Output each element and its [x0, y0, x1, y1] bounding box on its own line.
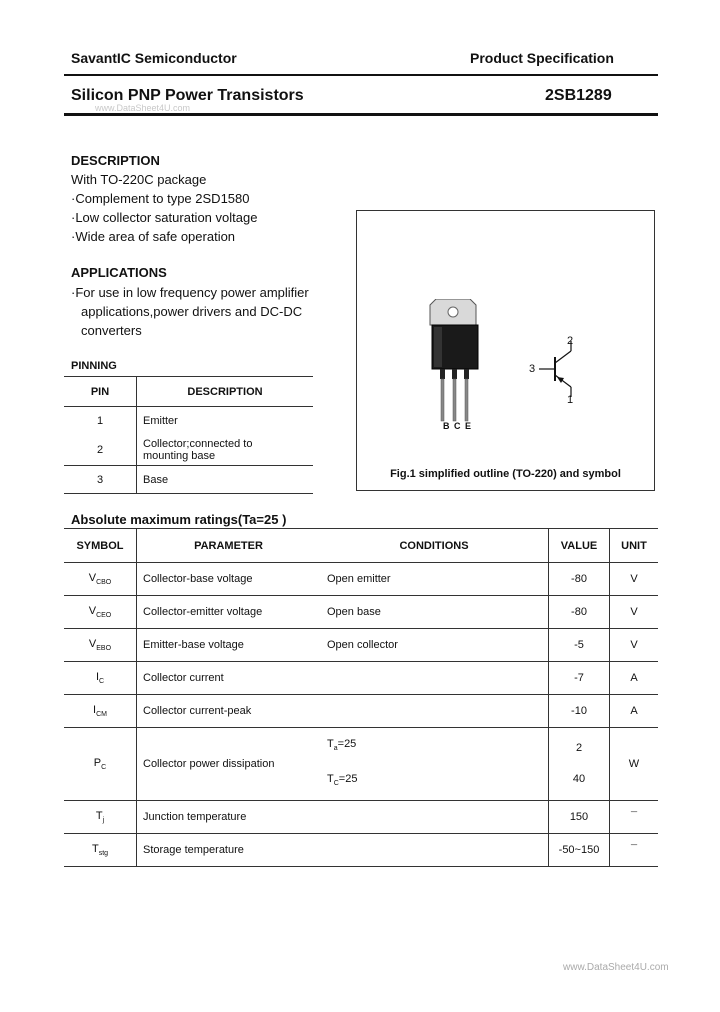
table-row	[64, 563, 658, 596]
conditions-cell	[321, 662, 549, 695]
unit-cell: V	[610, 629, 659, 662]
value-cell: -10	[549, 695, 610, 728]
table-row	[64, 834, 658, 867]
condition-line: $T_C=25$	[327, 773, 358, 788]
conditions-cell	[321, 728, 549, 801]
ratings-title: Absolute maximum ratings(Ta=25 )	[71, 512, 287, 527]
pin-description: Emitter	[143, 415, 178, 428]
conditions-cell: Open emitter	[321, 563, 549, 596]
unit-cell: W	[610, 728, 659, 801]
header-rule-bottom	[64, 113, 658, 116]
symbol-cell: $P_C$	[64, 728, 137, 801]
parameter-cell: Collector current	[137, 662, 322, 695]
symbol-cell: $I_C$	[64, 662, 137, 695]
pin-description: Base	[137, 466, 314, 494]
unit-cell: A	[610, 662, 659, 695]
pinning-title: PINNING	[71, 360, 117, 372]
parameter-cell: Collector-emitter voltage	[137, 596, 322, 629]
watermark-top: www.DataSheet4U.com	[95, 103, 191, 113]
footer-watermark: www.DataSheet4U.com	[563, 962, 669, 973]
value-line: 40	[572, 773, 586, 786]
pin-number: 3	[64, 466, 137, 494]
symbol-header: SYMBOL	[64, 529, 137, 563]
unit-cell: V	[610, 596, 659, 629]
conditions-cell: Open collector	[321, 629, 549, 662]
product-line: Silicon PNP Power Transistors	[71, 87, 304, 104]
company-name: SavantIC Semiconductor	[71, 50, 237, 66]
applications-title: APPLICATIONS	[71, 265, 167, 280]
pinning-header-row	[64, 377, 313, 407]
value-cell: -50~150	[549, 834, 610, 867]
applications-line: converters	[81, 323, 142, 338]
applications-list	[71, 283, 309, 340]
table-row	[64, 466, 313, 494]
figure-box	[356, 210, 655, 491]
value-cell: -5	[549, 629, 610, 662]
conditions-cell: Open base	[321, 596, 549, 629]
table-row	[64, 695, 658, 728]
unit-cell: ¯	[610, 801, 659, 834]
value-cell: -80	[549, 563, 610, 596]
figure-caption: Fig.1 simplified outline (TO-220) and symbol	[390, 468, 621, 480]
table-row	[64, 407, 313, 436]
symbol-cell: $V_{CEO}$	[64, 596, 137, 629]
unit-header: UNIT	[610, 529, 659, 563]
value-cell: -7	[549, 662, 610, 695]
description-list	[71, 170, 257, 246]
pin-description-line: mounting base	[143, 450, 216, 463]
parameter-cell: Emitter-base voltage	[137, 629, 322, 662]
ratings-table	[64, 528, 658, 867]
parameter-header: PARAMETER	[137, 529, 322, 563]
package-pin-labels: B C E	[443, 421, 473, 431]
description-title: DESCRIPTION	[71, 153, 160, 168]
value-line: 2	[575, 742, 583, 755]
parameter-cell: Collector power dissipation	[137, 728, 322, 801]
header-rule-top	[64, 74, 658, 76]
symbol-label-base: 3	[529, 363, 536, 375]
pinning-table	[64, 376, 313, 494]
pin-description-line: Collector;connected to	[143, 438, 253, 451]
value-header: VALUE	[549, 529, 610, 563]
description-line: ·Low collector saturation voltage	[71, 210, 258, 225]
symbol-cell: $V_{EBO}$	[64, 629, 137, 662]
table-row	[64, 801, 658, 834]
pin-description-header: DESCRIPTION	[137, 377, 314, 407]
value-cell: 150	[549, 801, 610, 834]
conditions-header: CONDITIONS	[321, 529, 549, 563]
symbol-label-collector: 2	[567, 335, 574, 347]
pin-description	[137, 436, 314, 466]
parameter-cell: Collector-base voltage	[137, 563, 322, 596]
description-line: With TO-220C package	[71, 172, 207, 187]
unit-cell: V	[610, 563, 659, 596]
table-row	[64, 662, 658, 695]
unit-cell: ¯	[610, 834, 659, 867]
to220-package-drawing	[412, 299, 492, 431]
parameter-cell: Collector current-peak	[137, 695, 322, 728]
value-cell: -80	[549, 596, 610, 629]
table-row	[64, 436, 313, 466]
table-row	[64, 629, 658, 662]
symbol-cell: $T_j$	[64, 801, 137, 834]
pin-number: 2	[64, 436, 137, 466]
conditions-cell	[321, 834, 549, 867]
parameter-cell: Storage temperature	[137, 834, 322, 867]
doc-type: Product Specification	[470, 50, 614, 66]
conditions-cell	[321, 801, 549, 834]
symbol-cell: $T_{stg}$	[64, 834, 137, 867]
symbol-cell: $I_{CM}$	[64, 695, 137, 728]
unit-cell: A	[610, 695, 659, 728]
condition-line: $T_a=25$	[327, 738, 357, 753]
description-line: ·Complement to type 2SD1580	[71, 191, 250, 206]
pin-number: 1	[64, 407, 137, 436]
pnp-transistor-symbol-icon	[537, 339, 597, 399]
value-cell	[549, 728, 610, 801]
symbol-cell: $V_{CBO}$	[64, 563, 137, 596]
symbol-label-emitter: 1	[567, 394, 574, 406]
parameter-cell: Junction temperature	[137, 801, 322, 834]
pin-header: PIN	[64, 377, 137, 407]
applications-line: ·For use in low frequency power amplifier	[71, 285, 309, 300]
table-row	[64, 728, 658, 801]
applications-line: applications,power drivers and DC-DC	[81, 304, 303, 319]
description-line: ·Wide area of safe operation	[71, 229, 236, 244]
ratings-header-row	[64, 529, 658, 563]
table-row	[64, 596, 658, 629]
part-number: 2SB1289	[545, 87, 612, 104]
conditions-cell	[321, 695, 549, 728]
